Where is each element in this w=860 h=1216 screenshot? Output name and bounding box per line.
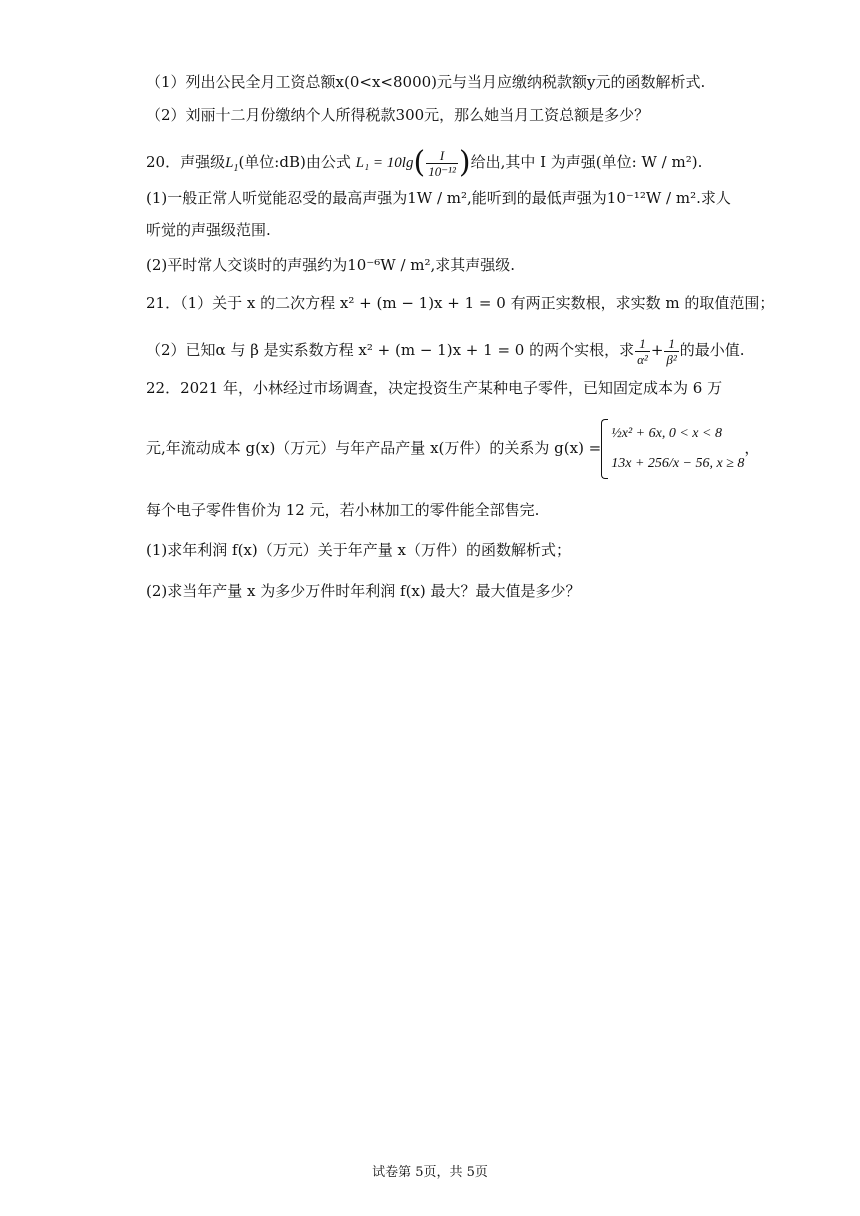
q21-fraction-beta <box>664 336 678 367</box>
q20-fraction <box>426 148 458 179</box>
fraction-denominator: β² <box>666 351 677 367</box>
fraction-numerator: I <box>426 148 458 164</box>
q19-sub1: （1）列出公民全月工资总额x(0<x<8000)元与当月应缴纳税款额y元的函数解析式. <box>146 73 706 91</box>
q20-intro-prefix: 20．声强级 <box>146 153 226 171</box>
fraction-numerator: 1 <box>635 336 650 352</box>
left-brace <box>601 419 608 479</box>
q20-formula-lhs: L₁ = 10lg <box>355 155 414 171</box>
q20-sub1-line2: 听觉的声强级范围. <box>146 221 271 239</box>
q20-symbol-l1: $L_1$ <box>225 155 239 174</box>
q19-sub2: （2）刘丽十二月份缴纳个人所得税款300元，那么她当月工资总额是多少？ <box>146 106 650 124</box>
q22-line2-prefix: 元,年流动成本 g(x)（万元）与年产品产量 x(万件）的关系为 g(x) = <box>146 439 602 457</box>
q22-sub1: (1)求年利润 f(x)（万元）关于年产量 x（万件）的函数解析式； <box>146 541 571 559</box>
q20-sub2: (2)平时常人交谈时的声强约为10⁻⁶W / m²,求其声强级. <box>146 256 516 274</box>
q21-sub2: （2）已知α 与 β 是实系数方程 x² + (m − 1)x + 1 = 0 的两个实根，求 $\frac{1}{\text{α²}}$ + $\frac{1}{\text{β²}}$ 的最小值. <box>146 335 745 367</box>
q21-fraction-alpha <box>635 336 650 367</box>
page-footer: 试卷第 5页，共 5页 <box>372 1165 488 1180</box>
q20-intro-mid: (单位:dB)由公式 <box>238 153 351 171</box>
q22-line1: 22．2021 年，小林经过市场调查，决定投资生产某种电子零件，已知固定成本为 6 万 <box>146 379 723 397</box>
q21-sub1: 21．（1）关于 x 的二次方程 x² + (m − 1)x + 1 = 0 有两正实数根，求实数 m 的取值范围； <box>146 294 775 312</box>
q22-line2-suffix: ， <box>744 439 760 457</box>
q21-sub2-suffix: 的最小值. <box>679 341 745 359</box>
q20-intro <box>146 142 702 182</box>
q22-line3: 每个电子零件售价为 12 元，若小林加工的零件能全部售完. <box>146 501 540 519</box>
left-paren: ( <box>413 145 426 180</box>
q20-intro-suffix: 给出,其中 I 为声强(单位: W / m²). <box>470 153 703 171</box>
fraction-numerator: 1 <box>664 336 678 352</box>
q21-sub2-prefix: （2）已知α 与 β 是实系数方程 x² + (m − 1)x + 1 = 0 的两个实根，求 <box>146 341 635 359</box>
q20-sub1-line1: (1)一般正常人听觉能忍受的最高声强为1W / m²,能听到的最低声强为10⁻¹²W / m².求人 <box>146 189 731 207</box>
piece-row-1: ½x² + 6x, 0 < x < 8 <box>611 426 722 441</box>
piece-row-2: 13x + 256/x − 56, x ≥ 8 <box>611 456 745 471</box>
piecewise-function <box>601 419 744 479</box>
right-paren: ) <box>458 145 471 180</box>
q22-sub2: (2)求当年产量 x 为多少万件时年利润 f(x) 最大？最大值是多少？ <box>146 582 581 600</box>
q22-line2 <box>146 413 759 483</box>
fraction-denominator: 10⁻¹² <box>428 163 456 179</box>
fraction-denominator: α² <box>637 351 648 367</box>
